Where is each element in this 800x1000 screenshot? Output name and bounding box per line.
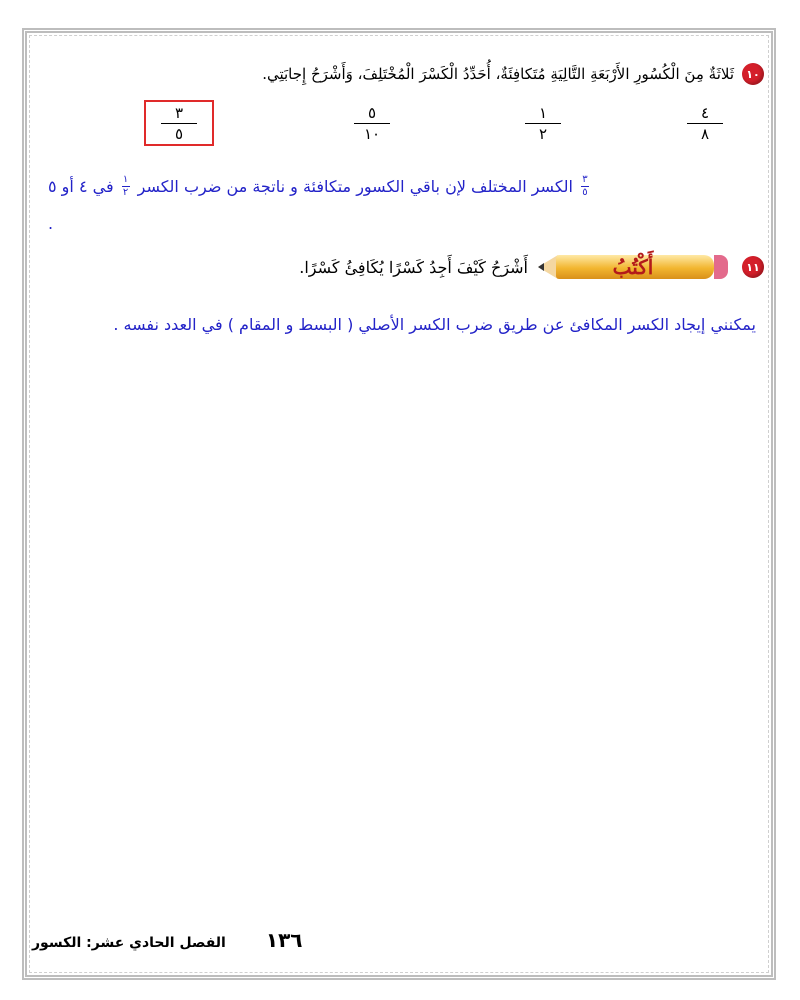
denominator: ٥	[582, 186, 588, 198]
exercise-number-badge: ١١	[742, 256, 764, 278]
fraction-bar	[354, 123, 390, 124]
fraction-option[interactable]	[337, 100, 407, 146]
denominator: ٥	[174, 124, 184, 143]
fraction-option[interactable]	[508, 100, 578, 146]
answer-1	[48, 172, 756, 233]
write-pencil-icon	[538, 252, 728, 282]
fraction	[687, 104, 723, 143]
denominator: ٢	[122, 186, 129, 198]
answer-2: يمكنني إيجاد الكسر المكافئ عن طريق ضرب الكسر الأصلي ( البسط و المقام ) في العدد نفسه .	[113, 315, 756, 334]
denominator: ١٠	[363, 124, 381, 143]
answer-1-line	[48, 172, 756, 200]
denominator: ٨	[700, 124, 710, 143]
numerator: ٣	[174, 103, 184, 122]
answer-fraction	[581, 175, 589, 198]
answer-1-text: الكسر المختلف لإن باقي الكسور متكافئة و ناتجة من ضرب الكسر	[137, 176, 573, 196]
fraction-bar	[525, 123, 561, 124]
exercise-10	[54, 62, 764, 86]
exercise-question: أَشْرَحُ كَيْفَ أَجِدُ كَسْرًا يُكَافِئُ كَسْرًا.	[299, 257, 528, 277]
numerator: ٤	[700, 103, 710, 122]
fraction-option[interactable]	[670, 100, 740, 146]
page-border	[22, 28, 776, 980]
page-footer	[32, 928, 303, 952]
fraction	[525, 104, 561, 143]
exercise-number-badge: ١٠	[742, 63, 764, 85]
pencil-lead	[538, 263, 544, 271]
numerator: ١	[538, 103, 548, 122]
fraction	[354, 104, 390, 143]
exercise-11	[54, 252, 764, 282]
fraction-bar	[161, 123, 197, 124]
pencil-eraser	[714, 255, 728, 279]
denominator: ٢	[538, 124, 548, 143]
numerator: ٥	[367, 103, 377, 122]
numerator: ٣	[582, 173, 588, 185]
fraction	[161, 104, 197, 143]
exercise-question: ثَلاثَةٌ مِنَ الْكُسُورِ الأَرْبَعَةِ التَّالِيَةِ مُتَكافِئَةٌ، أُحَدِّدُ الْكَسْرَ الْمُخْتَلِفَ، وَأَشْرَحُ إِجابَتِي.	[262, 65, 734, 83]
answer-1-dot: .	[48, 214, 54, 233]
chapter-title: الفصل الحادي عشر: الكسور	[32, 935, 226, 951]
half-fraction	[122, 175, 130, 198]
fraction-option-selected[interactable]	[144, 100, 214, 146]
page-number: ١٣٦	[265, 928, 303, 952]
fraction-options	[140, 100, 740, 150]
fraction-bar	[687, 123, 723, 124]
numerator: ١	[122, 173, 129, 185]
write-label: أَكْتُبُ	[612, 255, 654, 279]
answer-1-tail: في ٤ أو ٥	[48, 176, 114, 196]
